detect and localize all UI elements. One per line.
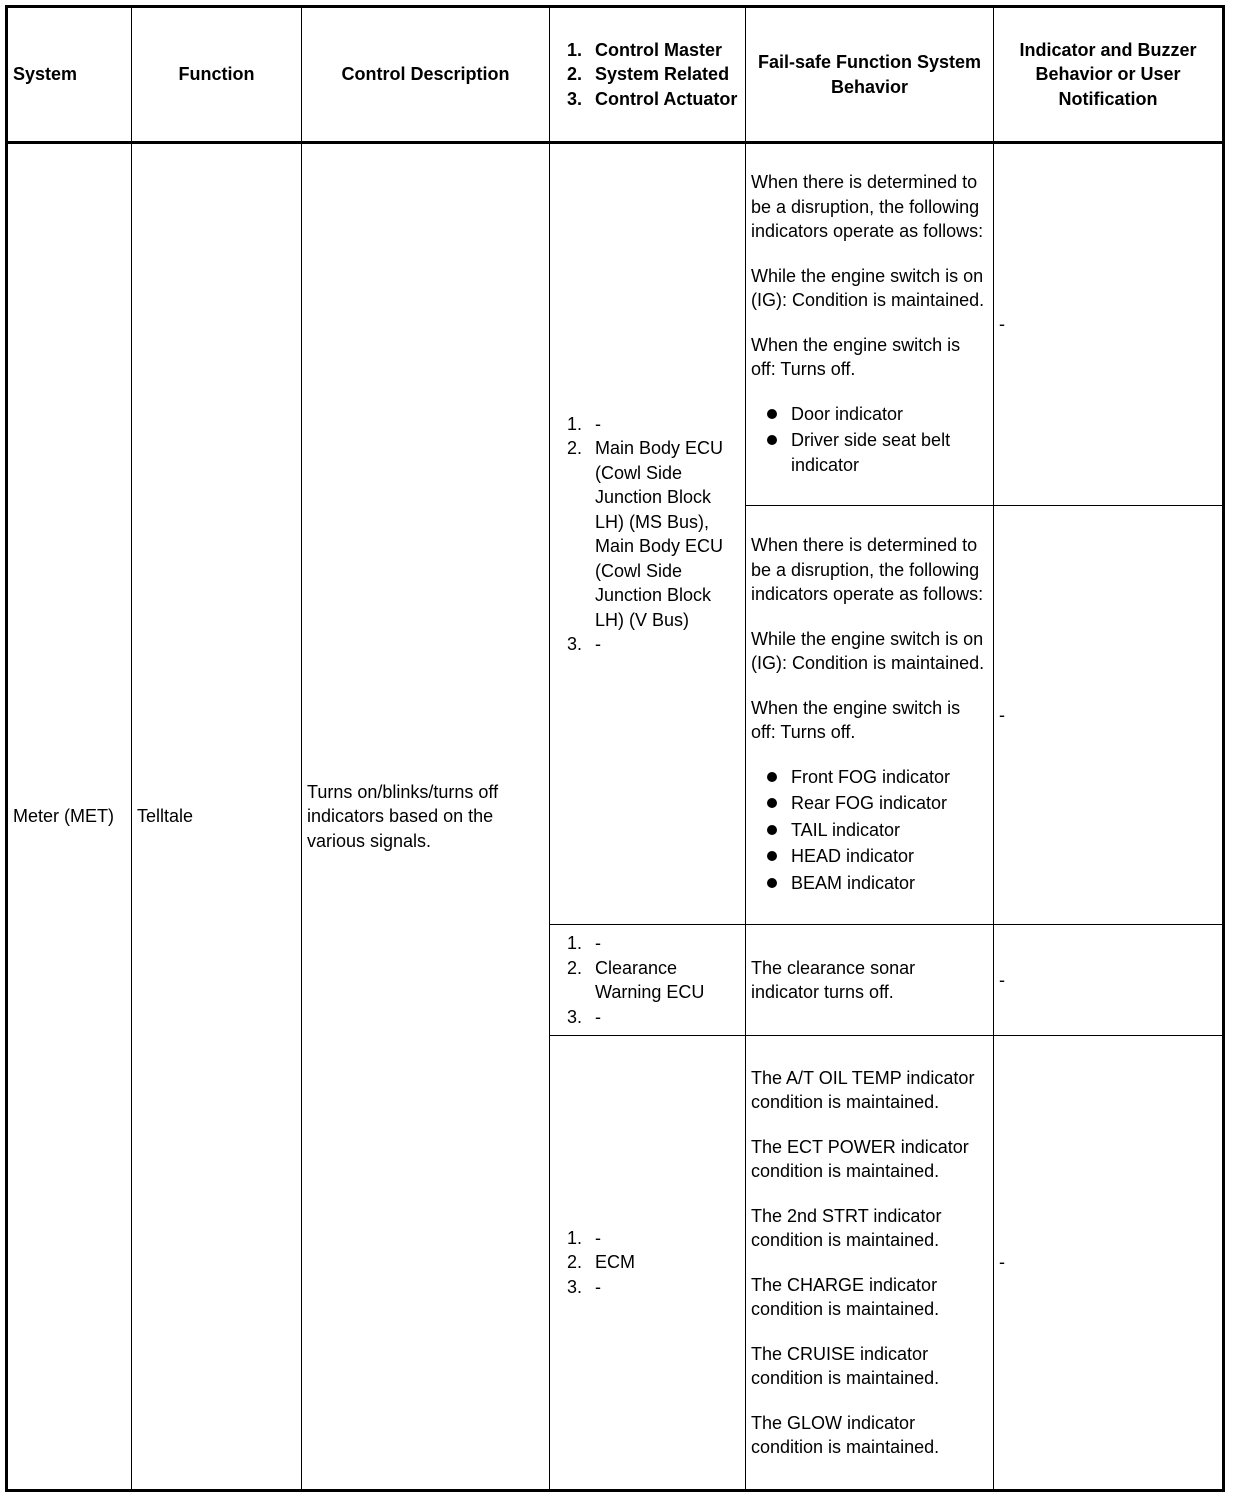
- failsafe-paragraph: The GLOW indicator condition is maintained.: [751, 1412, 940, 1457]
- failsafe-paragraph: The A/T OIL TEMP indicator condition is maintained.: [751, 1067, 975, 1112]
- control-cell: [550, 925, 746, 1036]
- list-item: [555, 1226, 740, 1251]
- list-item: 2. System Related: [567, 64, 730, 85]
- header-failsafe: Fail-safe Function System Behavior: [746, 7, 994, 143]
- failsafe-cell: [746, 1036, 994, 1491]
- failsafe-paragraph: When there is determined to be a disruption, the following indicators operate as follows:: [751, 535, 984, 604]
- list-item: Front FOG indicator: [751, 765, 988, 790]
- list-number: 2.: [567, 957, 583, 978]
- list-item: [555, 1275, 740, 1300]
- list-number: 1.: [567, 413, 583, 434]
- description-cell: Turns on/blinks/turns off indicators based on the various signals.: [302, 143, 550, 1491]
- list-item: [555, 931, 740, 956]
- list-item: [555, 1005, 740, 1030]
- list-item: [555, 956, 740, 1005]
- list-item: Rear FOG indicator: [751, 791, 988, 816]
- table-body: [7, 143, 1224, 1491]
- list-item: [555, 412, 740, 437]
- control-cell: [550, 143, 746, 925]
- list-number: 3.: [567, 1006, 583, 1027]
- header-indicator: Indicator and Buzzer Behavior or User Notification: [994, 7, 1224, 143]
- fail-safe-table: [5, 5, 1225, 1492]
- header-function: Function: [132, 7, 302, 143]
- list-number: 3.: [567, 1276, 583, 1297]
- failsafe-paragraph: When there is determined to be a disruption, the following indicators operate as follows:: [751, 172, 984, 241]
- indicator-cell: -: [994, 1036, 1224, 1491]
- control-list: [555, 412, 740, 657]
- list-item: [555, 632, 740, 657]
- failsafe-paragraph: When the engine switch is off: Turns off.: [751, 334, 961, 379]
- failsafe-paragraph: While the engine switch is on (IG): Condition is maintained.: [751, 265, 985, 310]
- header-row: [7, 7, 1224, 143]
- list-text: ECM: [595, 1252, 635, 1273]
- header-control-description: Control Description: [302, 7, 550, 143]
- list-text: Main Body ECU (Cowl Side Junction Block LH) (MS Bus), Main Body ECU (Cowl Side Junction Block LH) (V Bus): [595, 438, 724, 630]
- failsafe-paragraph: The CRUISE indicator condition is maintained.: [751, 1343, 940, 1388]
- list-text: -: [595, 1006, 601, 1027]
- control-cell: [550, 1036, 746, 1491]
- list-item: [555, 1250, 740, 1275]
- list-text: -: [595, 413, 601, 434]
- function-cell: Telltale: [132, 143, 302, 1491]
- header-control-list: [555, 38, 740, 112]
- failsafe-paragraph: The 2nd STRT indicator condition is maintained.: [751, 1205, 942, 1250]
- list-number: 2.: [567, 438, 583, 458]
- failsafe-cell: [746, 925, 994, 1036]
- failsafe-cell: [746, 506, 994, 925]
- indicator-bullet-list: [751, 402, 988, 478]
- list-text: -: [595, 933, 601, 953]
- header-system: System: [7, 7, 132, 143]
- list-item: BEAM indicator: [751, 871, 988, 896]
- list-text: Clearance Warning ECU: [595, 957, 705, 1002]
- failsafe-cell: [746, 143, 994, 506]
- list-text: -: [595, 634, 601, 654]
- list-item: [555, 436, 740, 632]
- list-text: -: [595, 1227, 601, 1248]
- failsafe-paragraph: The CHARGE indicator condition is maintained.: [751, 1274, 940, 1319]
- header-control-items: [550, 7, 746, 143]
- list-number: 1.: [567, 933, 583, 953]
- indicator-bullet-list: [751, 765, 988, 896]
- failsafe-paragraph: The ECT POWER indicator condition is maintained.: [751, 1136, 969, 1181]
- list-item: Door indicator: [751, 402, 988, 427]
- indicator-cell: -: [994, 925, 1224, 1036]
- list-text: -: [595, 1276, 601, 1297]
- list-number: 3.: [567, 634, 583, 654]
- table-row: [7, 143, 1224, 506]
- failsafe-paragraph: While the engine switch is on (IG): Condition is maintained.: [751, 628, 985, 673]
- list-item: Driver side seat belt indicator: [751, 428, 988, 477]
- indicator-cell: -: [994, 506, 1224, 925]
- failsafe-paragraph: The clearance sonar indicator turns off.: [751, 957, 916, 1002]
- list-number: 1.: [567, 1227, 583, 1248]
- failsafe-paragraph: When the engine switch is off: Turns off.: [751, 697, 961, 742]
- list-item: TAIL indicator: [751, 818, 988, 843]
- control-list: [555, 1226, 740, 1300]
- list-item: HEAD indicator: [751, 844, 988, 869]
- indicator-cell: -: [994, 143, 1224, 506]
- control-list: [555, 931, 740, 1029]
- list-item: 1. Control Master: [567, 39, 723, 60]
- list-number: 2.: [567, 1252, 583, 1273]
- system-cell: Meter (MET): [7, 143, 132, 1491]
- list-item: 3. Control Actuator: [567, 88, 738, 109]
